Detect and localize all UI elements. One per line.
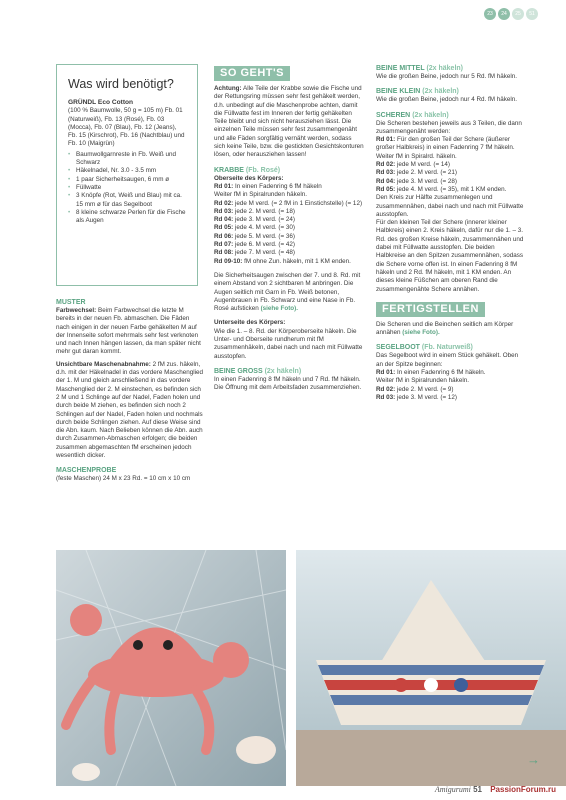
augen-paragraph	[214, 272, 364, 313]
scheren-intro: Die Scheren bestehen jeweils aus 3 Teilen, die dann zusammengenäht werden:	[376, 119, 522, 135]
achtung-paragraph	[214, 85, 364, 160]
page-dot: 51	[526, 8, 538, 20]
maschenprobe-text: (feste Maschen) 24 M x 23 Rd. = 10 cm x 10 cm	[56, 475, 191, 483]
beine-klein-sub: (2x häkeln)	[422, 88, 459, 96]
column-left	[56, 294, 204, 484]
scheren-heading	[376, 111, 526, 120]
abnahme-paragraph	[56, 361, 204, 461]
augen-text: Die Sicherheitsaugen zwischen der 7. und 8. Rd. mit einem Abstand von 2 sichtbaren M anbringen. Die Augen seitlich mit Garn in Fb. Weiß betonen, Augenbrauen in Fb. Schwarz und eine Nase in Fb. Rosé aufsticken	[214, 271, 361, 313]
row-instruction: Rd 08: jede 7. M verd. (= 48)	[214, 249, 296, 257]
achtung-text: Alle Teile der Krabbe sowie die Fische und der Rettungsring müssen sehr fest gehäkelt werden, d.h. unbedingt auf die Maschenprobe achten, damit die Füllwatte fest im Inneren der fertig gehäkelten Teile bleibt und sich nicht herausziehen lässt. Die einzelnen Teile müssen sehr fest zusammengenäht und alle Fäden sorgfältig vernäht werden, sodass sich keine Teile, bzw. die gestickten Gesichtskonturen lösen, oder herausziehen lassen!	[214, 85, 364, 159]
see-photo-note: (siehe Foto).	[402, 329, 440, 337]
beine-gross-title: BEINE GROSS	[214, 367, 263, 375]
farbwechsel-label: Farbwechsel:	[56, 307, 97, 314]
scheren-title: SCHEREN	[376, 111, 411, 119]
page-dot: 23	[484, 8, 496, 20]
next-arrow-icon: →	[527, 752, 540, 767]
krabbe-sub: (Fb. Rosé)	[245, 166, 281, 174]
segelboot-intro: Das Segelboot wird in einem Stück gehäkelt. Oben an der Spitze beginnen:	[376, 352, 519, 368]
fertigstellen-text: Die Scheren und die Beinchen seitlich am Körper annähen	[376, 320, 514, 337]
beine-mittel-heading	[376, 64, 526, 73]
materials-title: Was wird benötigt?	[68, 77, 174, 91]
row-instruction: Rd 01: Für den großen Teil der Schere (äußerer großer Halbkreis) in einen Fadenring 7 fM häkeln. Weiter fM in Spiralrd. häkeln.	[376, 136, 515, 160]
beine-mittel-text: Wie die großen Beine, jedoch nur 5 Rd. fM häkeln.	[376, 73, 518, 80]
abnahme-label: Unsichtbare Maschenabnahme:	[56, 360, 151, 368]
farbwechsel-paragraph	[56, 307, 204, 357]
boat-photo	[296, 550, 566, 786]
see-photo-note: (siehe Foto).	[260, 305, 298, 313]
column-right	[376, 64, 526, 402]
row-instruction: Rd 03: jede 3. M verd. (= 12)	[376, 393, 458, 401]
materials-item: • 8 kleine schwarze Perlen für die Fische als Augen	[68, 209, 187, 226]
beine-gross-text: In einen Fadenring 8 fM häkeln und 7 Rd. fM häkeln. Die Öffnung mit dem Arbeitsfaden zusammenziehen.	[214, 375, 362, 392]
row-instruction: Rd 03: jede 2. M verd. (= 18)	[214, 207, 296, 215]
row-instruction: Weiter fM in Spiralrunden häkeln.	[214, 191, 307, 199]
materials-item: • 1 paar Sicherheitsaugen, 6 mm ø	[68, 176, 187, 184]
scheren-sub: (2x häkeln)	[412, 111, 449, 119]
farbwechsel-text: Beim Farbwechsel die letzte M bereits in der neuen Fb. abmaschen. Die Fäden nach einigen in der neuen Farbe gehäkelten M auf der Innenseite sofort mehrmals sehr fest verknoten und nach Innen hängen lassen, da man später nicht mehr gut daran kommt.	[56, 307, 201, 356]
materials-box	[56, 64, 198, 286]
achtung-label: Achtung:	[214, 85, 242, 92]
page-indicator	[484, 8, 538, 20]
row-instruction: Rd 02: jede M verd. (= 14)	[376, 161, 451, 169]
fertigstellen-paragraph	[376, 321, 526, 338]
krabbe-heading	[214, 166, 364, 175]
segelboot-sub: (Fb. Naturweiß)	[421, 344, 473, 352]
beine-gross-sub: (2x häkeln)	[264, 367, 302, 375]
materials-item: • Füllwatte	[68, 184, 187, 192]
beine-klein-text: Wie die großen Beine, jedoch nur 4 Rd. fM häkeln.	[376, 96, 518, 104]
column-middle	[214, 66, 364, 393]
scheren-rows	[376, 136, 526, 194]
segelboot-rows	[376, 369, 526, 402]
unterseite-heading: Unterseite des Körpers:	[214, 319, 286, 327]
beine-klein-heading	[376, 87, 526, 96]
unterseite-text: Wie die 1. – 8. Rd. der Körperoberseite häkeln. Die Unter- und Oberseite rundherum mit fM zusammenhäkeln, dabei nach und nach mit Füllwatte ausstopfen.	[214, 327, 363, 360]
segelboot-title: SEGELBOOT	[376, 344, 420, 352]
beine-klein-title: BEINE KLEIN	[376, 88, 421, 96]
materials-list	[68, 151, 187, 226]
page-footer	[435, 785, 556, 794]
boat-illustration	[296, 550, 566, 786]
abnahme-text: 2 fM zus. häkeln, d.h. mit der Häkelnadel in das vordere Maschenglied der 1. M und gleich anschließend in das vordere Maschenglied der 2. M einstechen, es befinden sich 2 M und 1 Schlinge auf der Nadel, Faden holen und durch beide M ziehen, es befinden sich noch 2 Schlingen auf der Nadel, Faden holen und nochmals durch beide Schlingen ziehen. Auf diese Weise sind die Abn. kaum. Nach Belieben können die Abn. auch durch Zusammen-Abmaschen erfolgen; die beiden zusammen abgemaschten fM erscheinen jedoch wesentlich dicker.	[56, 360, 204, 460]
row-instruction: Rd 03: jede 2. M verd. (= 21)	[376, 169, 458, 177]
crab-illustration	[56, 550, 286, 786]
row-instruction: Rd 07: jede 6. M verd. (= 42)	[214, 241, 296, 249]
materials-item: • Baumwollgarnreste in Fb. Weiß und Schwarz	[68, 151, 187, 168]
magazine-name: Amigurumi	[434, 785, 471, 794]
so-gehts-banner: SO GEHT'S	[214, 66, 290, 81]
scheren-text-2: Für den kleinen Teil der Schere (innerer kleiner Halbkreis) einen 2. Kreis häkeln, dafür nur die 1. – 3. Rd. des großen Kreise häkeln, zusammennähen und dabei mit Füllwatte ausstopfen. Die beiden Halbkreise an den Spitzen zusammennähen, sodass die Schere vorne offen ist. In einen Fadenring 8 fM häkeln und 2 Rd. fM häkeln, mit 1 KM enden. An dieses kleine Füßchen am oberen Rand die zusammengenähte Schere annähen.	[376, 219, 524, 293]
yarn-brand: GRÜNDL Eco Cotton	[68, 99, 134, 106]
materials-item: • Häkelnadel, Nr. 3.0 - 3.5 mm	[68, 167, 187, 175]
row-instruction: Rd 01: In einen Fadenring 6 fM häkeln.	[376, 369, 486, 377]
row-instruction: Rd 04: jede 3. M verd. (= 24)	[214, 216, 296, 224]
row-instruction: Rd 05: jede 4. M verd. (= 35), mit 1 KM enden.	[376, 185, 507, 193]
oberseite-heading: Oberseite des Körpers:	[214, 174, 284, 182]
crab-photo	[56, 550, 286, 786]
watermark: PassionForum.ru	[490, 785, 556, 794]
row-instruction: Rd 02: jede 2. M verd. (= 9)	[376, 385, 454, 393]
scheren-text-1: Den Kreis zur Hälfte zusammenlegen und zusammennähen, dabei nach und nach mit Füllwatte ausstopfen.	[376, 194, 524, 218]
row-instruction: Rd 05: jede 4. M verd. (= 30)	[214, 224, 296, 232]
krabbe-title: KRABBE	[214, 166, 244, 174]
maschenprobe-heading: MASCHENPROBE	[56, 467, 117, 475]
row-instruction: Rd 04: jede 3. M verd. (= 28)	[376, 177, 458, 185]
muster-heading: MUSTER	[56, 299, 86, 306]
page-dot: 24	[498, 8, 510, 20]
page-dot: 25	[512, 8, 524, 20]
row-instruction: Rd 01: In einen Fadenring 6 fM häkeln	[214, 182, 322, 190]
segelboot-heading	[376, 343, 526, 352]
fertigstellen-banner: FERTIGSTELLEN	[376, 302, 485, 317]
beine-gross-heading	[214, 367, 364, 376]
beine-mittel-sub: (2x häkeln)	[426, 65, 464, 72]
materials-item: • 3 Knöpfe (Rot, Weiß und Blau) mit ca. 15 mm ø für das Segelboot	[68, 192, 187, 209]
row-instruction: Rd 09-10: fM ohne Zun. häkeln, mit 1 KM enden.	[214, 257, 351, 265]
row-instruction: Rd 06: jede 5. M verd. (= 36)	[214, 232, 296, 240]
yarn-colors: (100 % Baumwolle, 50 g = 105 m) Fb. 01 (Naturweiß), Fb. 13 (Rosé), Fb. 03 (Mocca), Fb. 07 (Blau), Fb. 12 (Jeans), Fb. 15 (Kirschrot), Fb. 16 (Nachtblau) und Fb. 10 (Maigrün)	[68, 107, 185, 148]
row-instruction: Weiter fM in Spiralrunden häkeln.	[376, 377, 469, 385]
page-number: 51	[473, 785, 482, 794]
oberseite-rows	[214, 183, 364, 266]
row-instruction: Rd 02: jede M verd. (= 2 fM in 1 Einstichstelle) (= 12)	[214, 199, 363, 207]
beine-mittel-title: BEINE MITTEL	[376, 65, 425, 72]
